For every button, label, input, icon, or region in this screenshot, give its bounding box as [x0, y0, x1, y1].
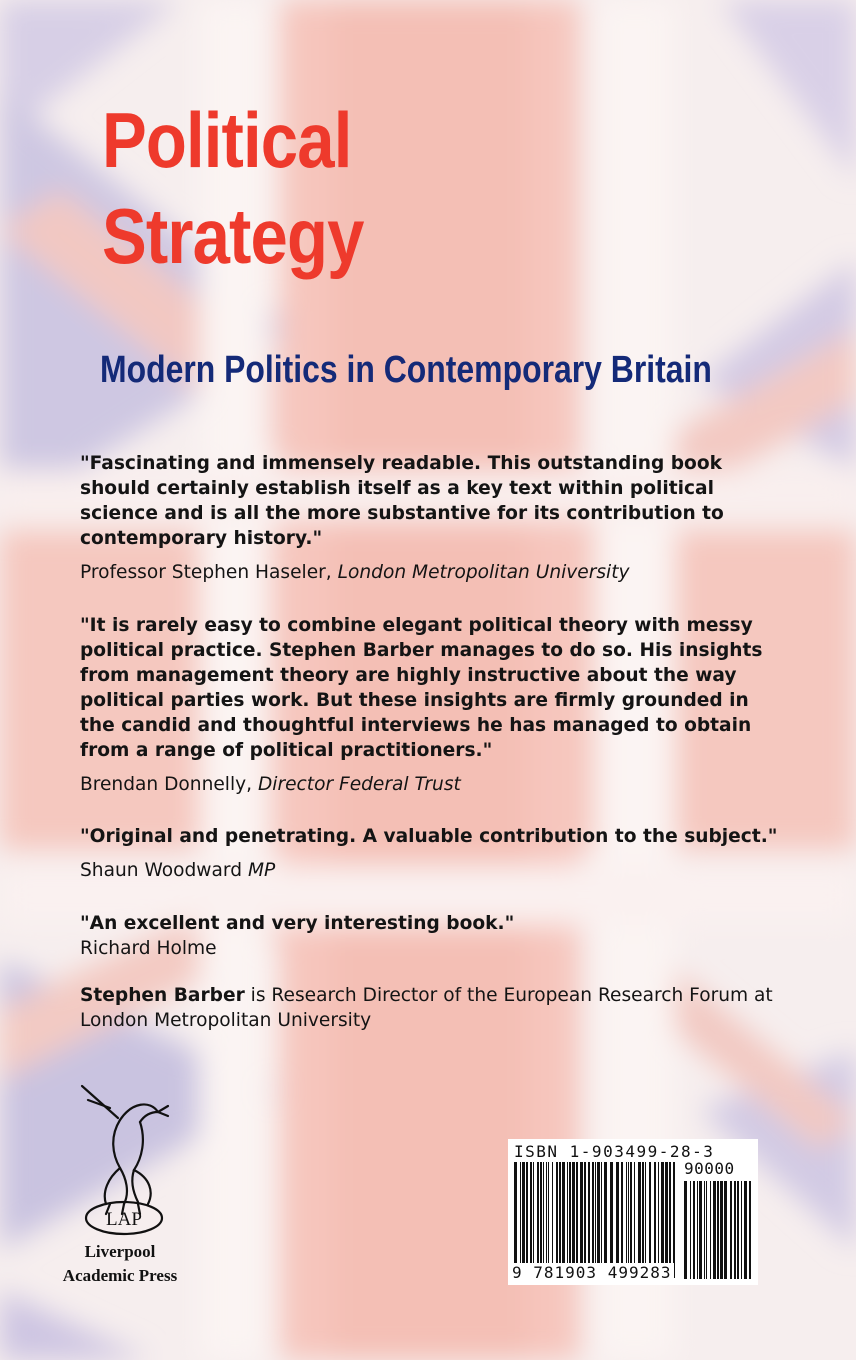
endorsement-3	[80, 824, 780, 883]
barcode-bar	[684, 1181, 687, 1279]
barcode-bar	[567, 1162, 568, 1278]
barcode-bar	[737, 1181, 739, 1279]
author-name: Stephen Barber	[80, 985, 245, 1006]
barcode-bar	[720, 1181, 723, 1279]
barcode-bar	[522, 1162, 525, 1278]
logo-text: LAP	[106, 1209, 142, 1230]
barcode-bar	[588, 1162, 590, 1278]
liver-bird-icon	[80, 1082, 170, 1237]
barcode-bar	[580, 1162, 583, 1278]
barcode-bar	[628, 1162, 629, 1278]
barcode-bar	[552, 1162, 553, 1278]
barcode-bar	[744, 1181, 747, 1279]
barcode-bar	[604, 1162, 607, 1278]
attribution-name: Brendan Donnelly,	[80, 774, 253, 795]
isbn-label: ISBN 1-903499-28-3	[514, 1142, 715, 1161]
barcode-bar	[642, 1162, 644, 1278]
barcode-bar	[724, 1181, 727, 1279]
barcode-bar	[548, 1162, 549, 1278]
barcode-bar	[713, 1181, 716, 1279]
barcode-bar	[546, 1162, 547, 1278]
barcode-bar	[699, 1181, 702, 1279]
barcode-bar	[638, 1162, 641, 1278]
barcode-bar	[601, 1162, 602, 1278]
attribution-name: Shaun Woodward	[80, 860, 243, 881]
barcode-bar	[741, 1181, 742, 1279]
barcode-bar	[730, 1181, 732, 1279]
barcode-bar	[645, 1162, 646, 1278]
quote-attribution	[80, 560, 780, 585]
book-title	[102, 92, 364, 284]
barcode-bar	[610, 1162, 613, 1278]
endorsement-1	[80, 451, 780, 585]
barcode-bar	[540, 1162, 542, 1278]
quote-text: "Fascinating and immensely readable. This outstanding book should certainly establish itself as a key text within political science and is all the more substantive for its contribution to contemporary history."	[80, 453, 724, 549]
attribution-role: London Metropolitan University	[337, 562, 630, 583]
isbn-barcode	[508, 1139, 758, 1285]
barcode-bar	[543, 1162, 544, 1278]
title-line-2: Strategy	[102, 192, 364, 280]
quote-text: "It is rarely easy to combine elegant political theory with messy political practice. Stephen Barber manages to do so. His insights from management theory are highly instructive about the way political parties work. But these insights are firmly grounded in the candid and thoughtful interviews he has managed to obtain from a range of political practitioners."	[80, 615, 763, 761]
barcode-bar	[697, 1181, 698, 1279]
quote-text: "Original and penetrating. A valuable contribution to the subject."	[80, 826, 778, 847]
quote-attribution	[80, 858, 780, 883]
ean-digits: 9 781903 499283	[512, 1263, 672, 1282]
attribution-name: Richard Holme	[80, 938, 217, 959]
barcode-bar	[706, 1181, 707, 1279]
barcode-bar	[569, 1162, 571, 1278]
barcode-bar	[634, 1162, 635, 1278]
endorsement-2	[80, 613, 780, 797]
title-line-1: Political	[102, 96, 352, 184]
ean-barcode-bars	[514, 1162, 676, 1278]
quote-attribution	[80, 936, 780, 961]
barcode-bar	[533, 1162, 534, 1278]
author-bio	[80, 983, 780, 1033]
barcode-bar	[658, 1162, 659, 1278]
attribution-role: MP	[247, 860, 276, 881]
attribution-role: Director Federal Trust	[257, 774, 461, 795]
price-barcode-bars	[684, 1181, 754, 1279]
publisher-name-line-1: Liverpool	[84, 1242, 156, 1261]
barcode-bar	[520, 1162, 521, 1278]
barcode-bar	[673, 1162, 675, 1278]
barcode-bar	[530, 1162, 532, 1278]
barcode-bar	[717, 1181, 719, 1279]
publisher-logo	[40, 1082, 200, 1292]
barcode-bar	[690, 1181, 691, 1279]
barcode-bar	[592, 1162, 594, 1278]
barcode-bar	[621, 1162, 623, 1278]
barcode-bar	[630, 1162, 632, 1278]
quote-text: "An excellent and very interesting book."	[80, 913, 515, 934]
barcode-bar	[626, 1162, 627, 1278]
attribution-name: Professor Stephen Haseler,	[80, 562, 332, 583]
barcode-bar	[654, 1162, 656, 1278]
endorsements	[80, 450, 780, 1052]
book-subtitle: Modern Politics in Contemporary Britain	[100, 349, 712, 391]
endorsement-4	[80, 911, 780, 961]
barcode-bar	[597, 1162, 600, 1278]
barcode-bar	[734, 1181, 736, 1279]
author-bio-text: is Research Director of the European Research Forum at London Metropolitan University	[80, 985, 773, 1031]
barcode-bar	[562, 1162, 565, 1278]
barcode-bar	[537, 1162, 539, 1278]
barcode-bar	[693, 1181, 695, 1279]
barcode-bar	[710, 1181, 711, 1279]
publisher-name-line-2: Academic Press	[62, 1266, 178, 1285]
barcode-bar	[665, 1162, 668, 1278]
barcode-bar	[584, 1162, 586, 1278]
barcode-bar	[514, 1162, 517, 1278]
barcode-bar	[649, 1162, 651, 1278]
barcode-bar	[616, 1162, 619, 1278]
barcode-bar	[556, 1162, 558, 1278]
barcode-bar	[572, 1162, 575, 1278]
barcode-bar	[576, 1162, 578, 1278]
barcode-bar	[526, 1162, 528, 1278]
barcode-bar	[704, 1181, 705, 1279]
barcode-bar	[595, 1162, 596, 1278]
barcode-bar	[749, 1181, 751, 1279]
barcode-bar	[661, 1162, 664, 1278]
barcode-bar	[669, 1162, 671, 1278]
quote-attribution	[80, 772, 780, 797]
barcode-bar	[559, 1162, 561, 1278]
price-code: 90000	[684, 1159, 735, 1178]
